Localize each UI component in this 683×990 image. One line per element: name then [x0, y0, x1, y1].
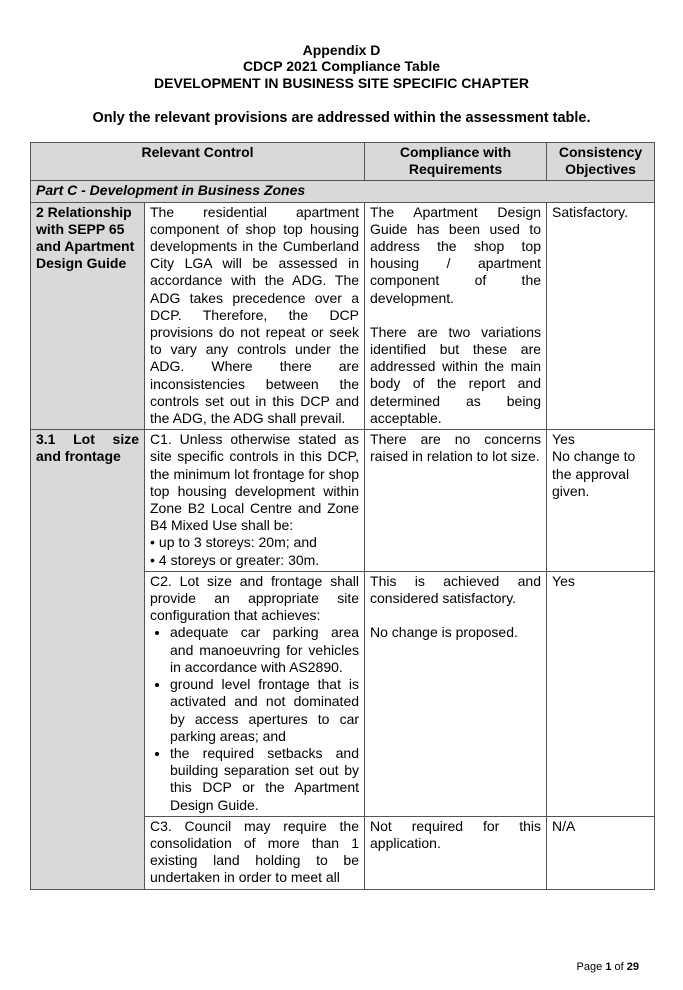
control-text: C3. Council may require the consolidation of more than 1 existing land holding to be undertaken in order to meet all [145, 816, 365, 889]
table-row [31, 430, 655, 572]
consistency-text: Yes [552, 431, 575, 448]
consistency-cell [547, 430, 655, 572]
list-item: • 4 storeys or greater: 30m. [150, 552, 359, 569]
chapter-title: DEVELOPMENT IN BUSINESS SITE SPECIFIC CHAPTER [154, 75, 529, 91]
consistency-cell: N/A [547, 816, 655, 889]
consistency-cell: Yes [547, 571, 655, 816]
document-title: CDCP 2021 Compliance Table [242, 58, 441, 74]
control-name: 3.1 Lot size and frontage [31, 430, 145, 889]
page-footer [577, 961, 639, 973]
consistency-text: No change to the approval given. [552, 448, 636, 499]
compliance-text: The Apartment Design Guide has been used to address the shop top housing / apartment component of the development. [370, 203, 542, 306]
header-consistency: Consistency Objectives [547, 143, 655, 181]
bullet-list [150, 534, 359, 568]
control-text [145, 430, 365, 572]
table-row [31, 202, 655, 430]
list-item: • up to 3 storeys: 20m; and [150, 534, 359, 551]
list-item: • the required setbacks and building separation set out by this DCP or the Apartment Design Guide. [170, 745, 359, 814]
page-total: 29 [626, 961, 639, 973]
control-text: The residential apartment component of shop top housing developments in the Cumberland City LGA will be assessed in accordance with the ADG. The ADG takes precedence over a DCP. Therefore, the DCP provisions do not repeat or seek to vary any controls under the ADG. Where there are inconsistencies between the controls set out in this DCP and the ADG, the ADG shall prevail. [145, 202, 365, 430]
compliance-text: There are two variations identified but these are addressed within the main body of the report and determined as being acceptable. [370, 323, 542, 426]
page-prefix: Page [576, 961, 603, 973]
page-number: 1 [605, 961, 612, 973]
list-item: • adequate car parking area and manoeuvring for vehicles in accordance with AS2890. [170, 624, 359, 676]
part-heading: Part C - Development in Business Zones [31, 181, 655, 202]
control-text [145, 571, 365, 816]
control-text-c1: C1. Unless otherwise stated as site specific controls in this DCP, the minimum lot frontage for shop top housing development within Zone B2 Local Centre and Zone B4 Mixed Use shall be: [150, 431, 360, 534]
compliance-text: No change is proposed. [370, 624, 518, 641]
compliance-table [30, 142, 655, 890]
part-heading-row [31, 181, 655, 202]
compliance-cell [365, 571, 547, 816]
appendix-label: Appendix D [302, 42, 381, 58]
bullet-list [150, 624, 359, 813]
list-item: • ground level frontage that is activated and not dominated by access apertures to car parking areas; and [170, 676, 359, 745]
header-compliance: Compliance with Requirements [365, 143, 547, 181]
scope-note: Only the relevant provisions are addressed within the assessment table. [92, 110, 591, 126]
compliance-cell: There are no concerns raised in relation to lot size. [365, 430, 547, 572]
page-of: of [614, 961, 624, 973]
header-relevant-control: Relevant Control [31, 143, 365, 181]
compliance-cell [365, 202, 547, 430]
compliance-text: This is achieved and considered satisfactory. [370, 572, 542, 607]
compliance-cell: Not required for this application. [365, 816, 547, 889]
control-text-c2: C2. Lot size and frontage shall provide an appropriate site configuration that achieves: [150, 572, 360, 624]
control-name: 2 Relationship with SEPP 65 and Apartment Design Guide [31, 202, 145, 430]
consistency-cell: Satisfactory. [547, 202, 655, 430]
table-header-row [31, 143, 655, 181]
